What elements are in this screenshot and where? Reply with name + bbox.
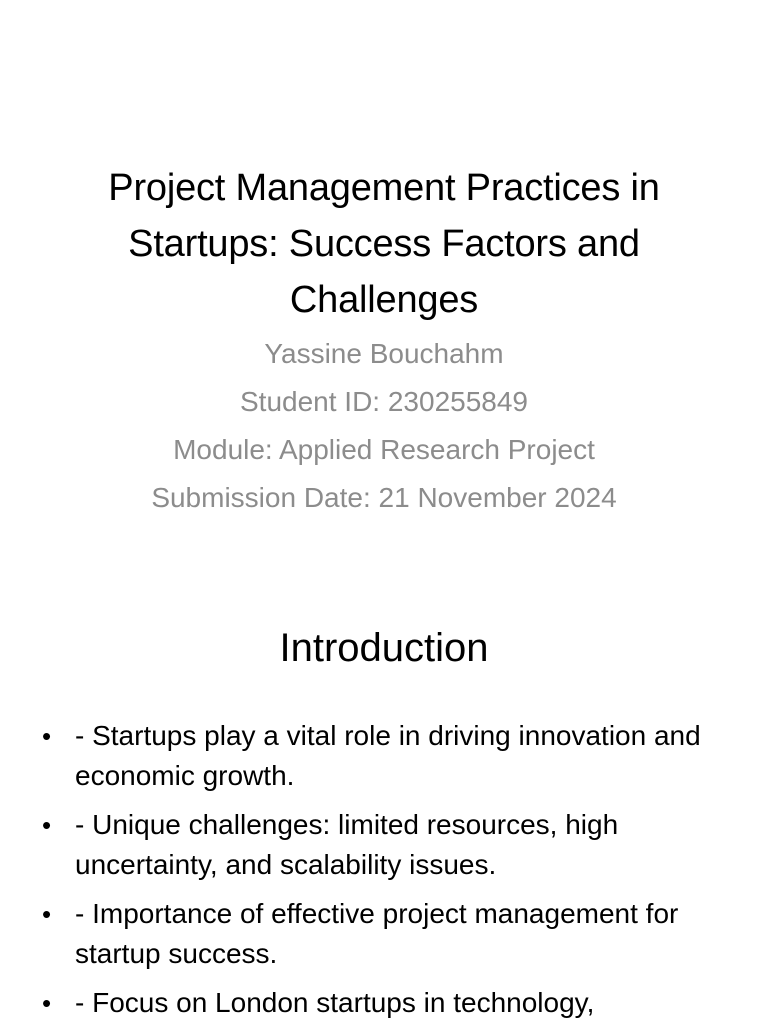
bullet-text: - Focus on London startups in technology,	[75, 987, 595, 1018]
bullet-icon: •	[42, 988, 52, 1018]
submission-date: Submission Date: 21 November 2024	[151, 482, 617, 513]
bullet-item	[40, 805, 730, 885]
bullet-text: - Unique challenges: limited resources, high uncertainty, and scalability issues.	[75, 809, 619, 880]
bullet-icon: •	[42, 810, 52, 840]
slide-subtitle	[40, 330, 728, 522]
student-id: Student ID: 230255849	[239, 386, 528, 417]
slide-heading: Introduction	[279, 626, 489, 670]
bullet-icon: •	[42, 899, 52, 929]
bullet-text: - Startups play a vital role in driving innovation and economic growth.	[75, 720, 701, 791]
bullet-icon: •	[42, 721, 52, 751]
author-name: Yassine Bouchahm	[264, 338, 504, 369]
introduction-slide	[0, 576, 768, 1024]
module-name: Module: Applied Research Project	[173, 434, 595, 465]
bullet-text: - Importance of effective project management for startup success.	[75, 898, 679, 969]
bullet-item	[40, 894, 730, 974]
bullet-list	[40, 716, 730, 1024]
bullet-item	[40, 983, 730, 1023]
slide-title: Project Management Practices in Startups: Success Factors and Challenges	[108, 167, 660, 321]
bullet-item	[40, 716, 730, 796]
